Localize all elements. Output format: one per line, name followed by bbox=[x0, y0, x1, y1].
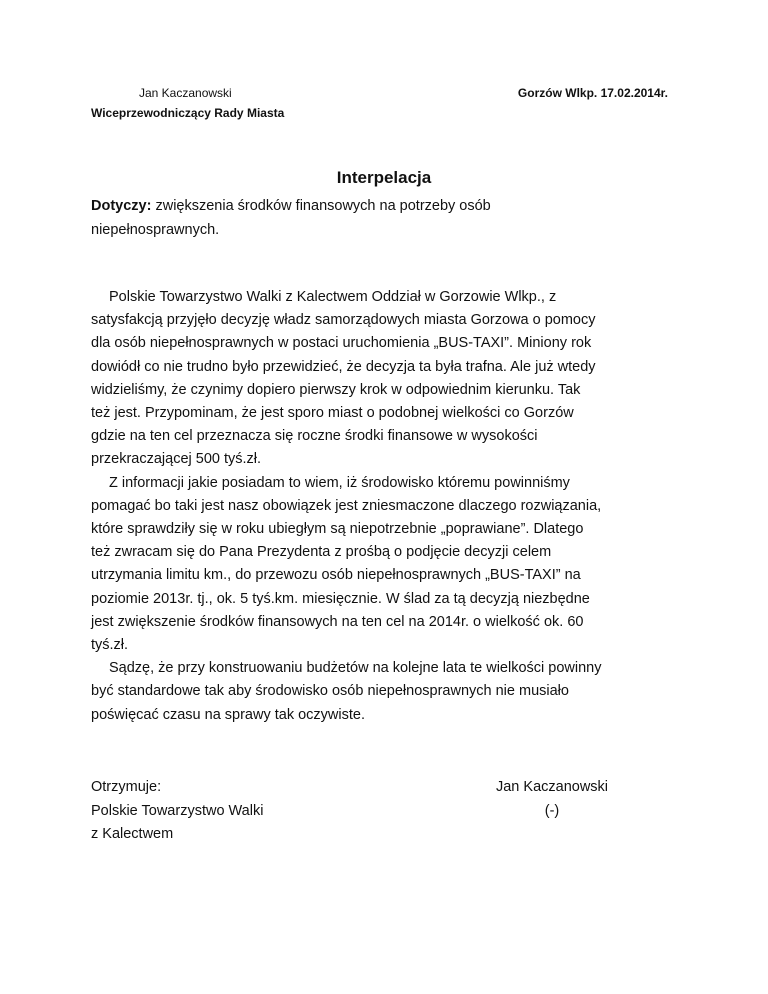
body-line: poświęcać czasu na sprawy tak oczywiste. bbox=[91, 706, 365, 723]
recipient-line-2: z Kalectwem bbox=[91, 826, 174, 842]
body-line: też jest. Przypominam, że jest sporo miast o podobnej wielkości co Gorzów bbox=[91, 405, 574, 422]
recipient-line-1: Polskie Towarzystwo Walki bbox=[91, 802, 264, 819]
place-date: Gorzów Wlkp. 17.02.2014r. bbox=[517, 86, 668, 100]
subject-label: Dotyczy: bbox=[91, 198, 152, 214]
document-body bbox=[91, 286, 686, 727]
subject-line-1 bbox=[91, 194, 591, 218]
subject-block bbox=[91, 194, 591, 242]
document-title: Interpelacja bbox=[336, 168, 432, 187]
body-line: Polskie Towarzystwo Walki z Kalectwem Oddział w Gorzowie Wlkp., z bbox=[109, 289, 557, 305]
body-line: być standardowe tak aby środowisko osób niepełnosprawnych nie musiało bbox=[91, 683, 569, 700]
body-line: satysfakcją przyjęło decyzję władz samorządowych miasta Gorzowa o pomocy bbox=[91, 312, 596, 329]
signature-name: Jan Kaczanowski bbox=[495, 779, 609, 795]
body-paragraph-2 bbox=[91, 472, 686, 658]
author-name: Jan Kaczanowski bbox=[139, 86, 232, 100]
body-line: dla osób niepełnosprawnych w postaci uruchomienia „BUS-TAXI”. Miniony rok bbox=[91, 335, 592, 352]
body-line: widzieliśmy, że czynimy dopiero pierwszy krok w odpowiednim kierunku. Tak bbox=[91, 381, 581, 398]
body-paragraph-1 bbox=[91, 286, 686, 472]
signature-mark: (-) bbox=[544, 802, 560, 819]
subject-text-1: zwiększenia środków finansowych na potrzeby osób bbox=[151, 198, 491, 214]
body-line: jest zwiększenie środków finansowych na ten cel na 2014r. o wielkość ok. 60 bbox=[91, 613, 584, 630]
body-paragraph-3 bbox=[91, 657, 686, 727]
recipient-label: Otrzymuje: bbox=[91, 779, 162, 795]
body-line: przekraczającej 500 tyś.zł. bbox=[91, 451, 262, 468]
body-line: gdzie na ten cel przeznacza się roczne środki finansowe w wysokości bbox=[91, 428, 538, 445]
subject-line-2: niepełnosprawnych. bbox=[91, 222, 220, 238]
body-line: też zwracam się do Pana Prezydenta z prośbą o podjęcie decyzji celem bbox=[91, 544, 552, 561]
body-line: tyś.zł. bbox=[91, 637, 129, 654]
body-line: dowiódł co nie trudno było przewidzieć, że decyzja ta była trafna. Ale już wtedy bbox=[91, 358, 596, 375]
body-line: utrzymania limitu km., do przewozu osób niepełnosprawnych „BUS-TAXI” na bbox=[91, 567, 581, 584]
body-line: poziomie 2013r. tj., ok. 5 tyś.km. miesięcznie. W ślad za tą decyzją niezbędne bbox=[91, 590, 590, 607]
body-line: które sprawdziły się w roku ubiegłym są niepotrzebnie „poprawiane”. Dlatego bbox=[91, 521, 584, 538]
body-line: Z informacji jakie posiadam to wiem, iż środowisko któremu powinniśmy bbox=[109, 474, 570, 491]
signature-block bbox=[482, 776, 622, 823]
author-role: Wiceprzewodniczący Rady Miasta bbox=[91, 106, 285, 120]
recipient-block bbox=[91, 776, 263, 847]
body-line: Sądzę, że przy konstruowaniu budżetów na kolejne lata te wielkości powinny bbox=[109, 660, 602, 677]
body-line: pomagać bo taki jest nasz obowiązek jest zniesmaczone dlaczego rozwiązania, bbox=[91, 497, 602, 514]
